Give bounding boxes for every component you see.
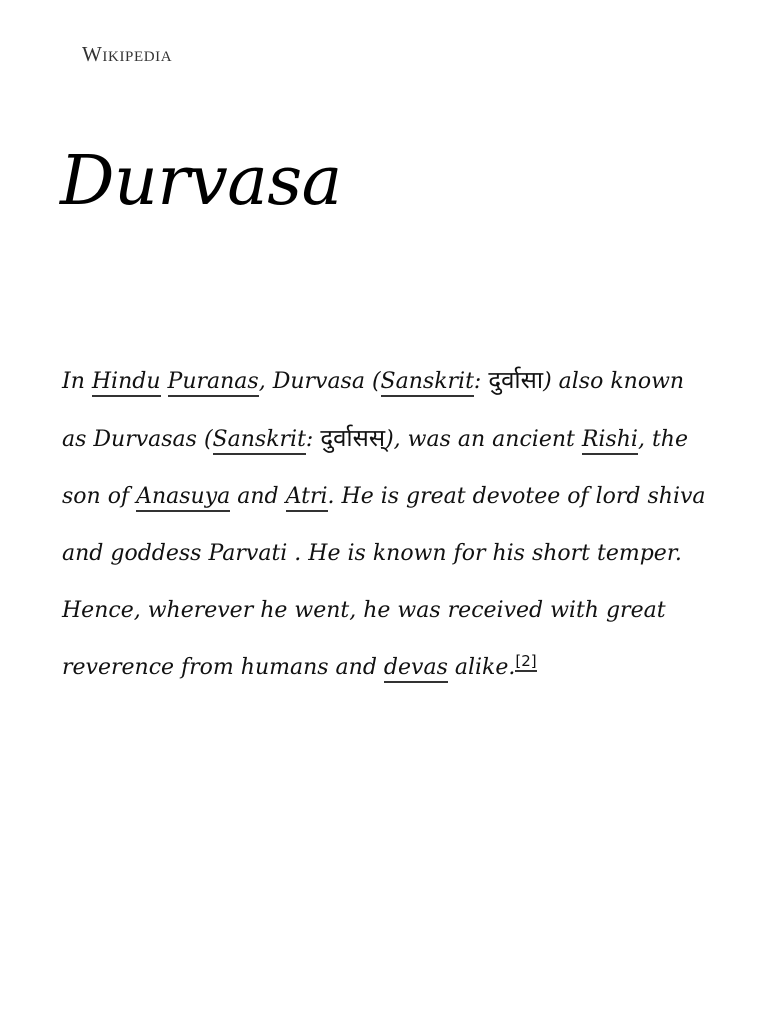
text-segment: . He is great devotee of lord shiva and goddess Parvati . He is known for his short temper. Hence, wherever he went, he was received with great reverence from humans and: [62, 484, 706, 680]
link-sanskrit[interactable]: Sanskrit: [213, 427, 306, 455]
page-title: Durvasa: [60, 142, 342, 221]
text-segment: ), was an ancient: [385, 427, 582, 452]
article-lead-paragraph: [62, 352, 712, 696]
link-sanskrit[interactable]: Sanskrit: [381, 369, 474, 397]
link-hindu[interactable]: Hindu: [92, 369, 161, 397]
reference-link[interactable]: [2]: [515, 651, 537, 670]
text-segment: , the son of: [62, 427, 688, 509]
text-segment: :: [305, 427, 321, 452]
text-segment: In: [62, 369, 92, 394]
wikipedia-wordmark[interactable]: Wikipedia: [82, 42, 173, 66]
text-segment: ) also known as Durvasas (: [62, 369, 685, 452]
link-devas[interactable]: devas: [384, 655, 448, 683]
link-atri[interactable]: Atri: [286, 484, 328, 512]
link-anasuya[interactable]: Anasuya: [136, 484, 230, 512]
text-segment: [161, 369, 168, 394]
devanagari-name: दुर्वासस्: [320, 424, 386, 452]
text-segment: , Durvasa (: [258, 369, 381, 394]
text-segment: alike.: [447, 655, 516, 680]
link-puranas[interactable]: Puranas: [168, 369, 259, 397]
text-segment: :: [473, 369, 489, 394]
text-segment: and: [230, 484, 286, 509]
devanagari-name: दुर्वासा: [488, 366, 544, 394]
link-rishi[interactable]: Rishi: [582, 427, 638, 455]
